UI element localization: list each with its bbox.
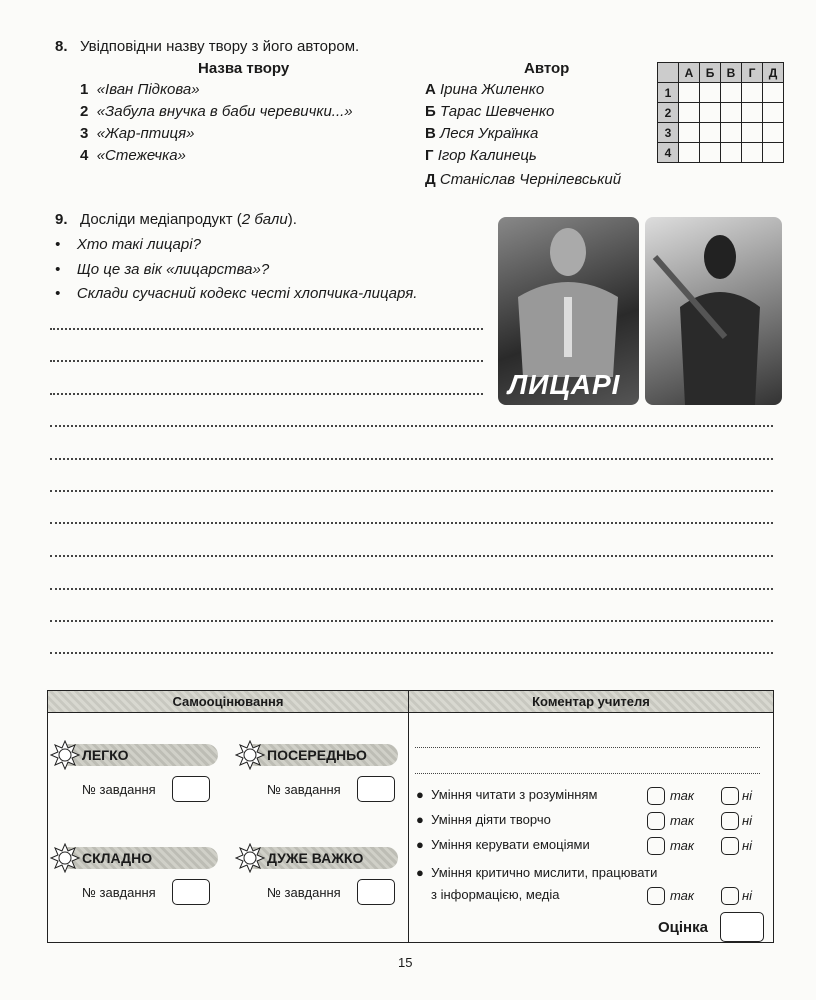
author-item: А Ірина Жиленко bbox=[425, 81, 545, 98]
title-item: 1 «Іван Підкова» bbox=[80, 81, 200, 98]
self-assessment-header: Самооцінювання bbox=[48, 691, 408, 713]
author-item: Г Ігор Калинець bbox=[425, 147, 537, 164]
bullet-2: • Що це за вік «лицарства»? bbox=[55, 261, 270, 278]
skill-item: ● Уміння критично мислити, працювати bbox=[416, 865, 658, 880]
answer-line[interactable] bbox=[50, 490, 773, 492]
author-item: Д Станіслав Чернілевський bbox=[425, 171, 622, 188]
yes-label: так bbox=[670, 888, 695, 903]
yes-label: так bbox=[670, 838, 695, 853]
task8-prompt: Увідповідни назву твору з його автором. bbox=[80, 38, 360, 55]
answer-line[interactable] bbox=[50, 555, 773, 557]
title-item: 3 «Жар-птиця» bbox=[80, 125, 195, 142]
task-number-box[interactable] bbox=[172, 879, 210, 905]
comment-line-2[interactable] bbox=[415, 773, 760, 774]
yes-checkbox[interactable] bbox=[647, 812, 665, 830]
skill-item: ● Уміння читати з розумінням bbox=[416, 787, 598, 802]
image-caption: ЛИЦАРІ bbox=[508, 369, 621, 400]
sun-face-icon bbox=[235, 843, 265, 878]
title-item: 4 «Стежечка» bbox=[80, 147, 186, 164]
skill-item: ● Уміння діяти творчо bbox=[416, 812, 551, 827]
comment-line-1[interactable] bbox=[415, 747, 760, 748]
answer-line[interactable] bbox=[50, 425, 773, 427]
no-checkbox[interactable] bbox=[721, 787, 739, 805]
yes-label: так bbox=[670, 788, 695, 803]
no-label: ні bbox=[742, 888, 753, 903]
yes-checkbox[interactable] bbox=[647, 837, 665, 855]
grade-label: Оцінка bbox=[658, 919, 708, 936]
teacher-comment-header: Коментар учителя bbox=[409, 691, 773, 713]
difficulty-label: ПОСЕРЕДНЬО bbox=[243, 744, 398, 766]
task9-prompt: Досліди медіапродукт (2 бали). bbox=[80, 211, 297, 228]
difficulty-label: ЛЕГКО bbox=[58, 744, 218, 766]
yes-checkbox[interactable] bbox=[647, 787, 665, 805]
table-divider bbox=[408, 690, 409, 943]
sun-face-icon bbox=[50, 843, 80, 878]
answer-line[interactable] bbox=[50, 393, 483, 395]
answer-line[interactable] bbox=[50, 328, 483, 330]
skill-item: ● Уміння керувати емоціями bbox=[416, 837, 590, 852]
author-item: Б Тарас Шевченко bbox=[425, 103, 555, 120]
answer-line[interactable] bbox=[50, 360, 483, 362]
bullet-3: • Склади сучасний кодекс честі хлопчика-лицаря. bbox=[55, 285, 418, 302]
no-checkbox[interactable] bbox=[721, 837, 739, 855]
task-number-box[interactable] bbox=[357, 879, 395, 905]
page-number: 15 bbox=[398, 955, 413, 970]
yes-label: так bbox=[670, 813, 695, 828]
task-number-label: № завдання bbox=[267, 782, 341, 797]
task-number-box[interactable] bbox=[172, 776, 210, 802]
grade-box[interactable] bbox=[720, 912, 764, 942]
bullet-1: • Хто такі лицарі? bbox=[55, 236, 201, 253]
no-checkbox[interactable] bbox=[721, 887, 739, 905]
sun-face-icon bbox=[235, 740, 265, 775]
no-checkbox[interactable] bbox=[721, 812, 739, 830]
no-label: ні bbox=[742, 788, 753, 803]
authors-header: Автор bbox=[524, 60, 570, 77]
difficulty-label: ДУЖЕ ВАЖКО bbox=[243, 847, 398, 869]
difficulty-label: СКЛАДНО bbox=[58, 847, 218, 869]
no-label: ні bbox=[742, 813, 753, 828]
titles-header: Назва твору bbox=[198, 60, 290, 77]
title-item: 2 «Забула внучка в баби черевички...» bbox=[80, 103, 353, 120]
task9-number: 9. bbox=[55, 211, 68, 228]
no-label: ні bbox=[742, 838, 753, 853]
knight-image-2 bbox=[645, 217, 782, 405]
knight-image-1 bbox=[498, 217, 639, 405]
answer-line[interactable] bbox=[50, 458, 773, 460]
task-number-label: № завдання bbox=[82, 782, 156, 797]
answer-line[interactable] bbox=[50, 522, 773, 524]
skill-item-cont: з інформацією, медіа bbox=[431, 887, 560, 902]
task8-number: 8. bbox=[55, 38, 68, 55]
answer-grid[interactable]: А Б В Г Д 1 2 3 4 bbox=[657, 62, 784, 163]
task-number-label: № завдання bbox=[267, 885, 341, 900]
answer-line[interactable] bbox=[50, 652, 773, 654]
answer-line[interactable] bbox=[50, 588, 773, 590]
yes-checkbox[interactable] bbox=[647, 887, 665, 905]
task-number-label: № завдання bbox=[82, 885, 156, 900]
author-item: В Леся Українка bbox=[425, 125, 539, 142]
task-number-box[interactable] bbox=[357, 776, 395, 802]
sun-face-icon bbox=[50, 740, 80, 775]
answer-line[interactable] bbox=[50, 620, 773, 622]
